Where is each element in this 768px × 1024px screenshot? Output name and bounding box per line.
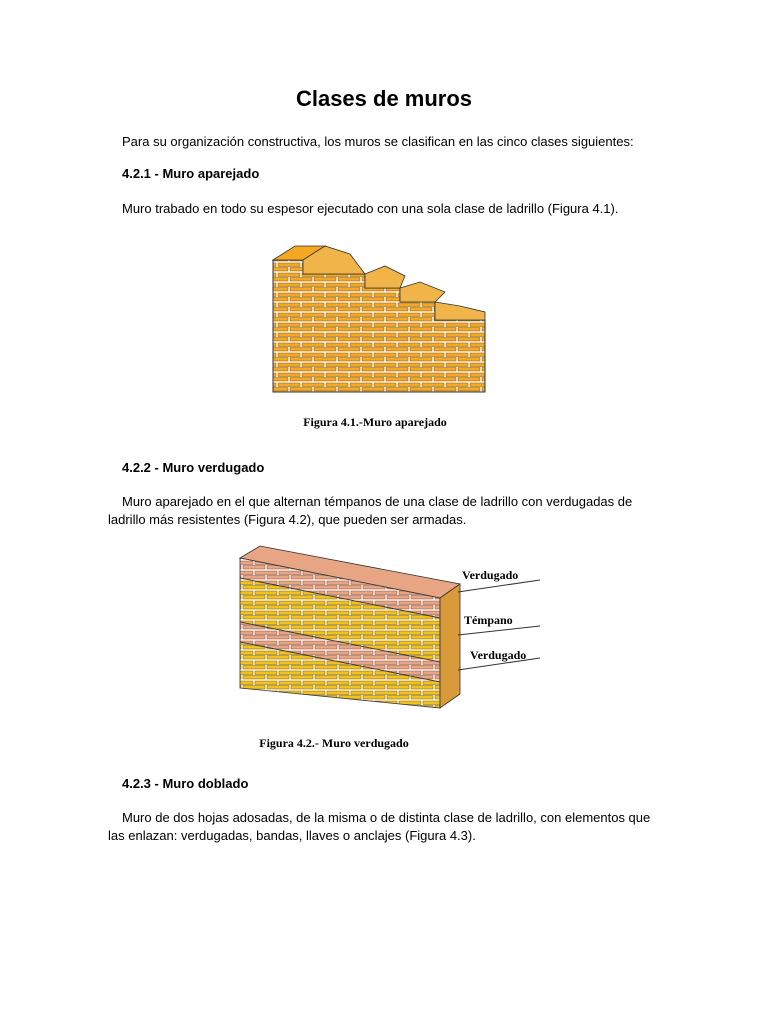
label-tempano: Témpano [464, 613, 513, 627]
section-heading-verdugado: 4.2.2 - Muro verdugado [122, 460, 265, 475]
label-verdugado-bottom: Verdugado [470, 648, 527, 662]
paragraph-aparejado: Muro trabado en todo su espesor ejecutado con una sola clase de ladrillo (Figura 4.1). [122, 201, 619, 216]
figure-caption-4-2: Figura 4.2.- Muro verdugado [259, 736, 409, 750]
paragraph-doblado-line2: las enlazan: verdugadas, bandas, llaves o anclajes (Figura 4.3). [108, 828, 476, 843]
paragraph-verdugado-line2: ladrillo más resistentes (Figura 4.2), que pueden ser armadas. [108, 512, 467, 527]
section-heading-aparejado: 4.2.1 - Muro aparejado [122, 166, 260, 181]
figure-muro-aparejado [205, 232, 545, 442]
paragraph-doblado-line1: Muro de dos hojas adosadas, de la misma o de distinta clase de ladrillo, con elementos que [122, 810, 651, 825]
paragraph-verdugado-line1: Muro aparejado en el que alternan témpanos de una clase de ladrillo con verdugadas de [122, 494, 633, 509]
section-heading-doblado: 4.2.3 - Muro doblado [122, 776, 249, 791]
figure-caption-4-1: Figura 4.1.-Muro aparejado [303, 415, 447, 429]
page-title: Clases de muros [295, 86, 473, 111]
label-verdugado-top: Verdugado [462, 568, 519, 582]
figure-muro-verdugado [230, 540, 560, 755]
intro-paragraph: Para su organización constructiva, los muros se clasifican en las cinco clases siguientes: [122, 134, 634, 149]
